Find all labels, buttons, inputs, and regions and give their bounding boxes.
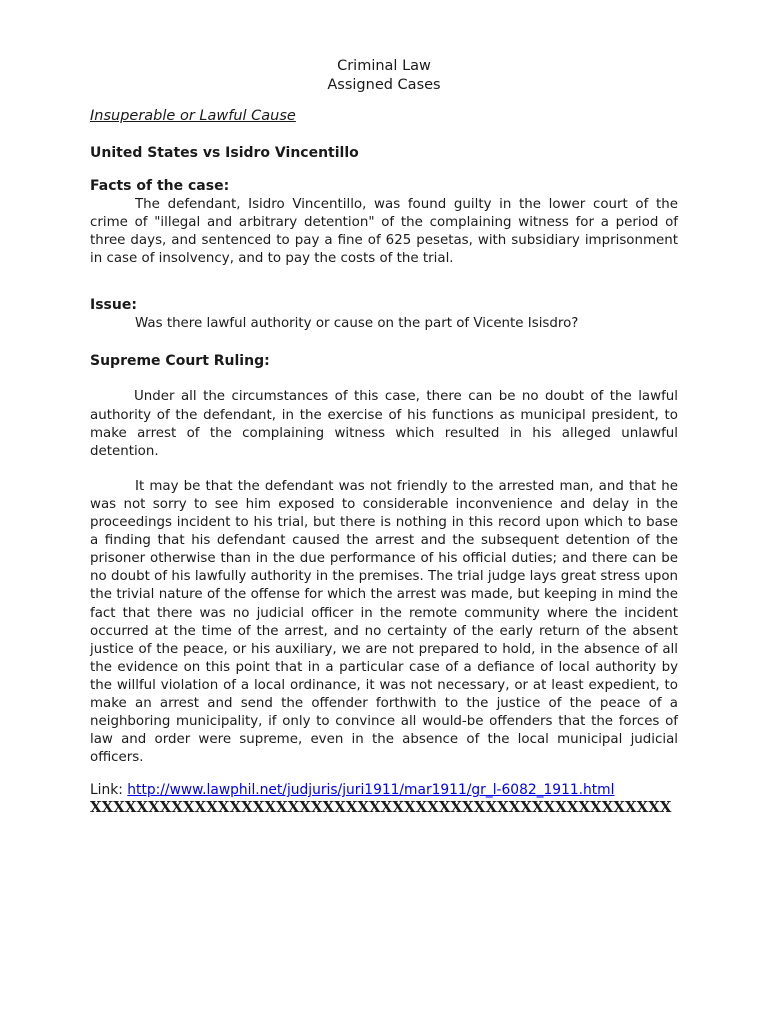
case-title: United States vs Isidro Vincentillo: [90, 145, 359, 161]
ruling-paragraph-2: It may be that the defendant was not friendly to the arrested man, and that he was not sorry to see him exposed to considerable inconvenience and delay in the proceedings incident to his trial, but there is nothing in this record upon which to base a finding that his defendant caused the arrest and the subsequent detention of the prisoner otherwise than in the due performance of his official duties; and there can be no doubt of his lawfully authority in the premises. The trial judge lays great stress upon the trivial nature of the offense for which the arrest was made, but keeping in mind the fact that there was no judicial officer in the remote community where the incident occurred at the time of the arrest, and no certainty of the early return of the absent justice of the peace, or his auxiliary, we are not prepared to hold, in the absence of all the evidence on this point that in a particular case of a defiance of local authority by the willful violation of a local ordinance, it was not necessary, or at least expedient, to make an arrest and send the offender forthwith to the justice of the peace of a neighboring municipality, if only to convince all would-be offenders that the forces of law and order were supreme, even in the absence of the local municipal judicial officers.: [90, 478, 678, 766]
section-heading: Insuperable or Lawful Cause: [90, 108, 296, 124]
issue-label: Issue:: [90, 297, 137, 314]
document-page: [90, 0, 678, 816]
document-title: [90, 57, 678, 95]
ruling-paragraph-1: Under all the circumstances of this case, there can be no doubt of the lawful authority of the defendant, in the exercise of his functions as municipal president, to make arrest of the complaining witness which resulted in his alleged unlawful detention.: [90, 389, 678, 459]
facts-paragraph: The defendant, Isidro Vincentillo, was found guilty in the lower court of the crime of "illegal and arbitrary detention" of the complaining witness for a period of three days, and sentenced to pay a fine of 625 pesetas, with subsidiary imprisonment in case of insolvency, and to pay the costs of the trial.: [90, 197, 678, 267]
link-line: [90, 781, 678, 799]
issue-paragraph: Was there lawful authority or cause on the part of Vicente Isisdro?: [135, 316, 579, 332]
title-line-1: Criminal Law: [337, 58, 431, 74]
facts-label: Facts of the case:: [90, 178, 230, 194]
case-link[interactable]: http://www.lawphil.net/judjuris/juri1911/mar1911/gr_l-6082_1911.html: [127, 782, 615, 799]
title-line-2: Assigned Cases: [327, 77, 441, 93]
link-label: Link:: [90, 782, 128, 799]
ruling-label: Supreme Court Ruling:: [90, 353, 270, 370]
separator-line: XXXXXXXXXXXXXXXXXXXXXXXXXXXXXXXXXXXXXXXXXXXXXXXXXX: [90, 799, 672, 817]
